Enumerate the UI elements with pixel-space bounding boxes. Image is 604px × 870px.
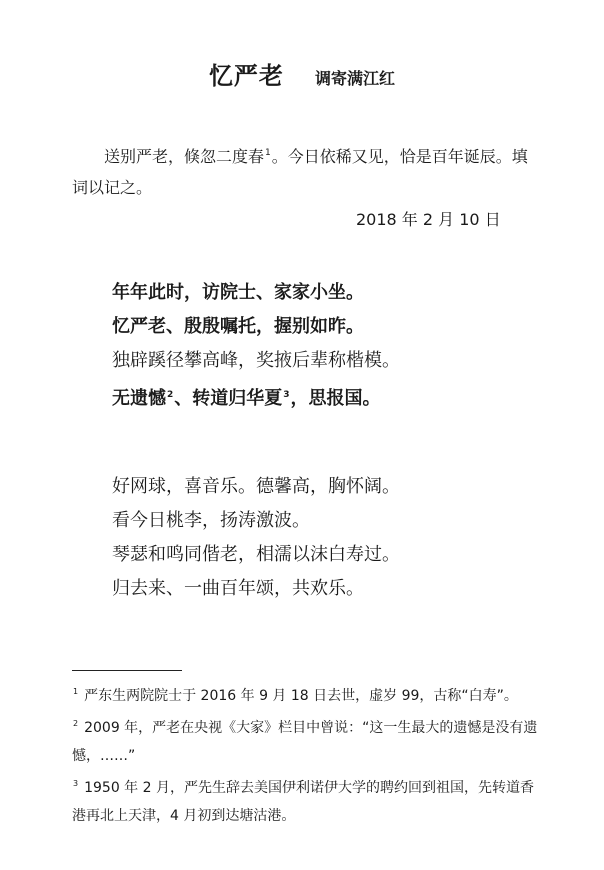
footnote-2: [72, 710, 542, 770]
stanza-2: [112, 470, 400, 606]
footnote-mark: 2: [73, 719, 79, 728]
footnote-text: 1950 年 2 月，严先生辞去美国伊利诺伊大学的聘约回到祖国，先转道香港再北上天津，4 月初到达塘沽港。: [72, 780, 534, 824]
title-row: [0, 56, 604, 91]
stanza-1: [112, 276, 400, 412]
footnote-divider: [72, 670, 182, 671]
footnote-ref-1[interactable]: 1: [265, 148, 271, 158]
stanza-1-line-4: [112, 378, 400, 412]
footnote-1: [72, 678, 542, 710]
stanza-2-line-1: 好网球，喜音乐。德馨高，胸怀阔。: [112, 476, 400, 497]
stanza-1-line-1: 年年此时，访院士、家家小坐。: [112, 282, 364, 303]
footnote-ref-2[interactable]: 2: [167, 390, 174, 400]
footnote-text: 2009 年，严老在央视《大家》栏目中曾说：“这一生最大的遗憾是没有遗憾，……”: [72, 720, 538, 764]
footnote-3: [72, 770, 542, 830]
preface-text-a: 送别严老，倏忽二度春: [104, 147, 265, 166]
preface-paragraph: [72, 138, 532, 203]
line4-text-a: 无遗憾: [112, 388, 166, 409]
footnote-mark: 1: [73, 687, 79, 696]
preface-text-b: 。今日依稀又见，恰是百年诞辰。填词以记之。: [72, 147, 528, 197]
footnote-mark: 3: [73, 779, 79, 788]
line4-text-b: 、转道归华夏: [174, 388, 283, 409]
footnote-text: 严东生两院院士于 2016 年 9 月 18 日去世，虚岁 99，古称“白寿”。: [84, 688, 518, 704]
stanza-1-line-3: 独辟蹊径攀高峰，奖掖后辈称楷模。: [112, 350, 400, 371]
footnote-ref-3[interactable]: 3: [283, 390, 290, 400]
stanza-2-line-2: 看今日桃李，扬涛激波。: [112, 510, 310, 531]
poem-subtitle: 调寄满江红: [315, 69, 396, 88]
poem-title: 忆严老: [208, 62, 284, 90]
footnotes: [72, 678, 542, 830]
line4-text-c: ，思报国。: [290, 388, 381, 409]
stanza-1-line-2: 忆严老、殷殷嘱托，握别如昨。: [112, 316, 364, 337]
stanza-2-line-4: 归去来、一曲百年颂，共欢乐。: [112, 578, 364, 599]
stanza-2-line-3: 琴瑟和鸣同偕老，相濡以沫白寿过。: [112, 544, 400, 565]
date-line: 2018 年 2 月 10 日: [356, 210, 501, 229]
